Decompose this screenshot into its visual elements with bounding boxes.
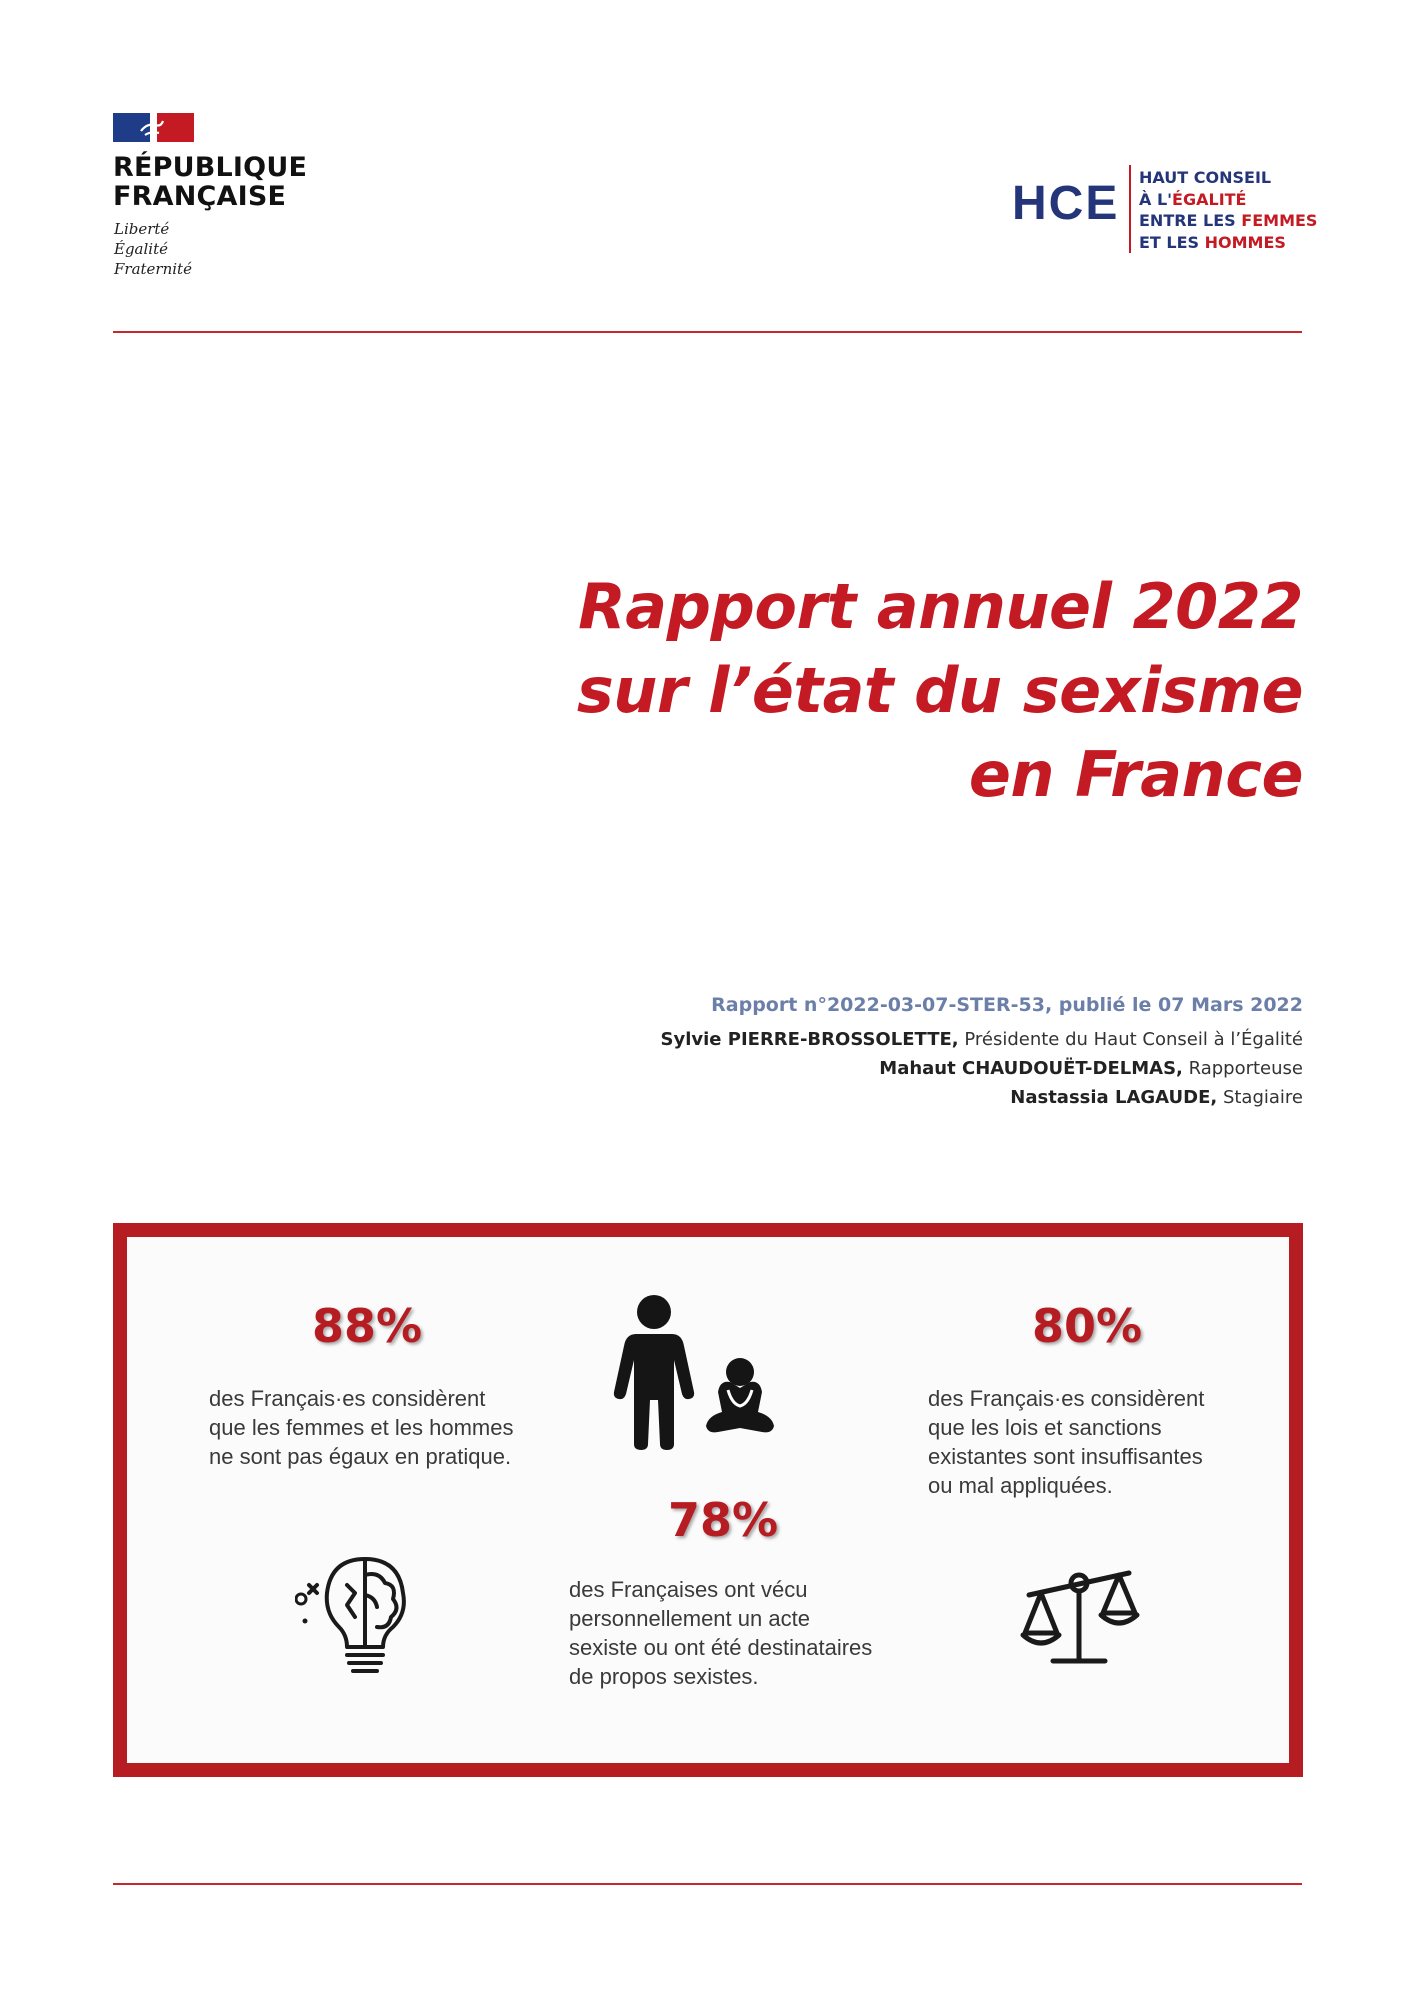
infographic-box [113, 1223, 1303, 1777]
title-line-2: sur l’état du sexisme [576, 654, 1303, 727]
motto-fraternite: Fraternité [114, 260, 192, 278]
title-line-3: en France [968, 738, 1303, 811]
motto-liberte: Liberté [114, 220, 170, 238]
footer-divider [113, 1883, 1302, 1885]
hce-line-4: ET LES HOMMES [1139, 232, 1286, 252]
hce-line-1: HAUT CONSEIL [1139, 168, 1272, 187]
marianne-flag-icon [113, 113, 194, 142]
motto-egalite: Égalité [114, 240, 168, 258]
republique-motto [114, 219, 314, 279]
republique-francaise-name: RÉPUBLIQUE FRANÇAISE [113, 152, 308, 212]
scales-icon [1019, 1555, 1149, 1675]
header-divider [113, 331, 1302, 333]
hce-logo-divider [1129, 165, 1131, 253]
stat-80-value: 80% [1031, 1299, 1143, 1353]
title-line-1: Rapport annuel 2022 [578, 570, 1303, 643]
stat-80-text: des Français·es considèrent que les lois et sanctions existantes sont insuffisantes ou mal appliquées. [928, 1386, 1205, 1498]
hce-logo-text [1139, 167, 1339, 253]
stat-78-value: 78% [667, 1493, 779, 1547]
hce-logo-abbr: HCE [1012, 177, 1120, 230]
hce-line-2: À L'ÉGALITÉ [1139, 189, 1247, 209]
stat-78-text: des Françaises ont vécu personnellement un acte sexiste ou ont été destinataires de propos sexistes. [569, 1577, 873, 1689]
stat-88-text: des Français·es considèrent que les femmes et les hommes ne sont pas égaux en pratique. [209, 1386, 514, 1469]
hce-line-3: ENTRE LES FEMMES [1139, 211, 1318, 230]
report-reference: Rapport n°2022-03-07-STER-53, publié le 07 Mars 2022 [711, 994, 1303, 1016]
author-stagiaire: Nastassia LAGAUDE, Stagiaire [1010, 1087, 1303, 1108]
lightbulb-brain-icon [295, 1545, 425, 1685]
people-icon [612, 1292, 782, 1452]
author-rapporteuse: Mahaut CHAUDOUËT-DELMAS, Rapporteuse [879, 1058, 1303, 1079]
report-title [400, 565, 1303, 817]
stat-88-value: 88% [311, 1299, 423, 1353]
author-president: Sylvie PIERRE-BROSSOLETTE, Présidente du Haut Conseil à l’Égalité [660, 1029, 1303, 1050]
